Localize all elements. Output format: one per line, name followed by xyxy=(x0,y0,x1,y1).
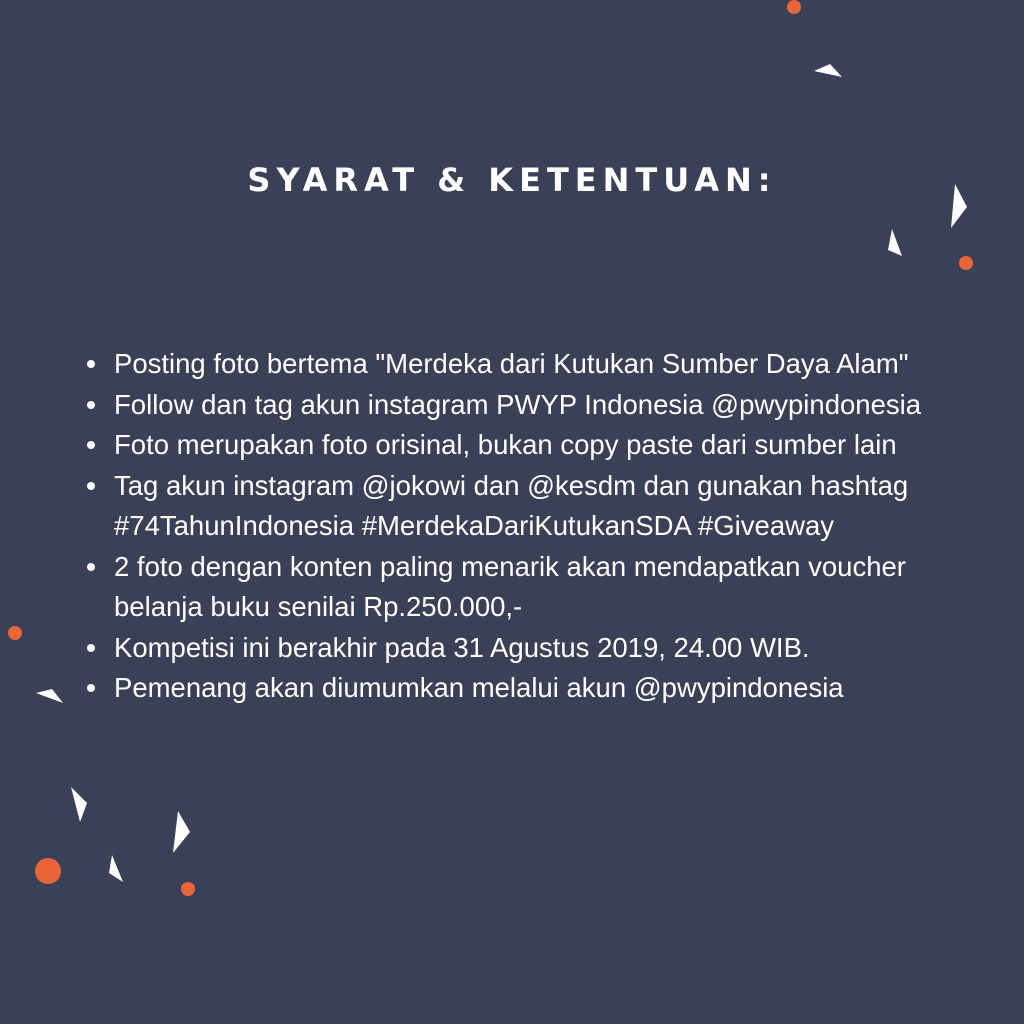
white-confetti-shard xyxy=(36,689,63,703)
bullet-icon xyxy=(87,360,95,368)
white-confetti-shard xyxy=(814,64,842,77)
white-confetti-shard xyxy=(888,229,902,256)
rule-text: Follow dan tag akun instagram PWYP Indonesia @pwypindonesia xyxy=(114,388,922,420)
rule-text-line: 2 foto dengan konten paling menarik akan mendapatkan voucher xyxy=(114,550,906,582)
bullet-icon xyxy=(87,401,95,409)
page-title: SYARAT & KETENTUAN: xyxy=(247,161,777,199)
bullet-icon xyxy=(87,563,95,571)
rule-item xyxy=(114,628,1014,669)
bullet-icon xyxy=(87,684,95,692)
orange-dot xyxy=(181,882,195,896)
rule-text: Kompetisi ini berakhir pada 31 Agustus 2019, 24.00 WIB. xyxy=(114,631,810,663)
rule-item xyxy=(114,547,1014,628)
bullet-icon xyxy=(87,482,95,490)
rule-text: Pemenang akan diumumkan melalui akun @pwypindonesia xyxy=(114,672,844,703)
rule-item xyxy=(114,425,1014,466)
orange-dot xyxy=(959,256,973,270)
rule-text: Posting foto bertema "Merdeka dari Kutukan Sumber Daya Alam" xyxy=(114,348,909,379)
orange-dot xyxy=(35,858,61,884)
rule-item xyxy=(114,466,1014,547)
rule-item xyxy=(114,668,1014,709)
rule-text-line: #74TahunIndonesia #MerdekaDariKutukanSDA #Giveaway xyxy=(114,510,835,541)
rule-text: Foto merupakan foto orisinal, bukan copy paste dari sumber lain xyxy=(114,429,897,460)
rule-text-line: Tag akun instagram @jokowi dan @kesdm dan gunakan hashtag xyxy=(114,469,909,501)
orange-dot xyxy=(787,0,801,14)
white-confetti-shard xyxy=(173,811,190,853)
orange-dot xyxy=(8,626,22,640)
white-confetti-shard xyxy=(109,855,123,882)
rule-text-line: belanja buku senilai Rp.250.000,- xyxy=(114,591,523,622)
bullet-icon xyxy=(87,644,95,652)
rule-item xyxy=(114,344,1014,385)
white-confetti-shard xyxy=(71,787,87,822)
bullet-icon xyxy=(87,441,95,449)
rules-list xyxy=(84,344,1014,709)
rule-item xyxy=(114,385,1014,426)
